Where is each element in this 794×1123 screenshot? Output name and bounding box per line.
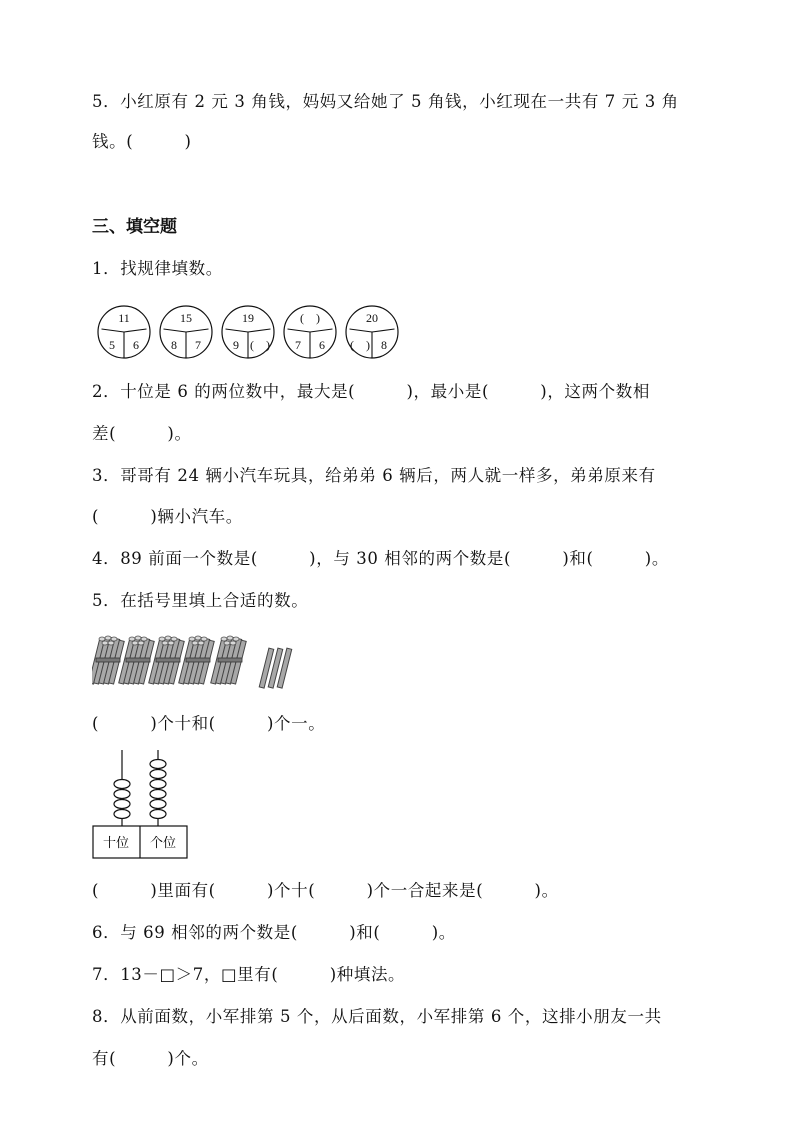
circle-5 (346, 306, 398, 358)
q5-prev-line1: 5．小红原有 2 元 3 角钱，妈妈又给她了 5 角钱，小红现在一共有 7 元 3 角 (92, 92, 679, 111)
circle-3-top: 19 (242, 311, 254, 325)
stick-bundles-image (92, 632, 312, 692)
q5-prev-line2: 钱。( ) (92, 132, 192, 151)
pattern-circles (96, 302, 406, 362)
q5-answer2: ( )里面有( )个十( )个一合起来是( )。 (92, 881, 559, 900)
circle-1-top: 11 (118, 311, 130, 325)
abacus-ones-label: 个位 (149, 836, 177, 851)
abacus-image (92, 748, 202, 863)
abacus-tens-label: 十位 (102, 836, 130, 851)
circle-5-left: ( ) (350, 338, 370, 352)
circle-3 (222, 306, 274, 358)
circle-2-left: 8 (171, 338, 177, 352)
circle-1-right: 6 (133, 338, 139, 352)
q7-text: 7．13－□＞7，□里有( )种填法。 (92, 965, 406, 984)
circle-4-right: 6 (319, 338, 325, 352)
q2-line1: 2．十位是 6 的两位数中，最大是( )，最小是( )，这两个数相 (92, 382, 650, 401)
q3-line1: 3．哥哥有 24 辆小汽车玩具，给弟弟 6 辆后，两人就一样多，弟弟原来有 (92, 466, 656, 485)
circle-4 (284, 306, 336, 358)
q3-line2: ( )辆小汽车。 (92, 507, 243, 526)
circle-4-left: 7 (295, 338, 301, 352)
circle-2-top: 15 (180, 311, 192, 325)
q6-text: 6．与 69 相邻的两个数是( )和( )。 (92, 923, 456, 942)
circle-5-right: 8 (381, 338, 387, 352)
circle-1 (98, 306, 150, 358)
circle-2-right: 7 (195, 338, 201, 352)
q4-text: 4．89 前面一个数是( )，与 30 相邻的两个数是( )和( )。 (92, 549, 669, 568)
circle-5-top: 20 (366, 311, 378, 325)
circle-1-left: 5 (109, 338, 115, 352)
q8-line1: 8．从前面数，小军排第 5 个，从后面数，小军排第 6 个，这排小朋友一共 (92, 1007, 662, 1026)
q1-text: 1．找规律填数。 (92, 259, 223, 278)
q5-answer1: ( )个十和( )个一。 (92, 714, 326, 733)
q5-text: 5．在括号里填上合适的数。 (92, 591, 309, 610)
q2-line2: 差( )。 (92, 424, 192, 443)
circle-3-right: ( ) (250, 338, 270, 352)
circle-2 (160, 306, 212, 358)
circle-3-left: 9 (233, 338, 239, 352)
section-title: 三、填空题 (92, 217, 177, 237)
q8-line2: 有( )个。 (92, 1049, 209, 1068)
circle-4-top: ( ) (300, 311, 320, 325)
